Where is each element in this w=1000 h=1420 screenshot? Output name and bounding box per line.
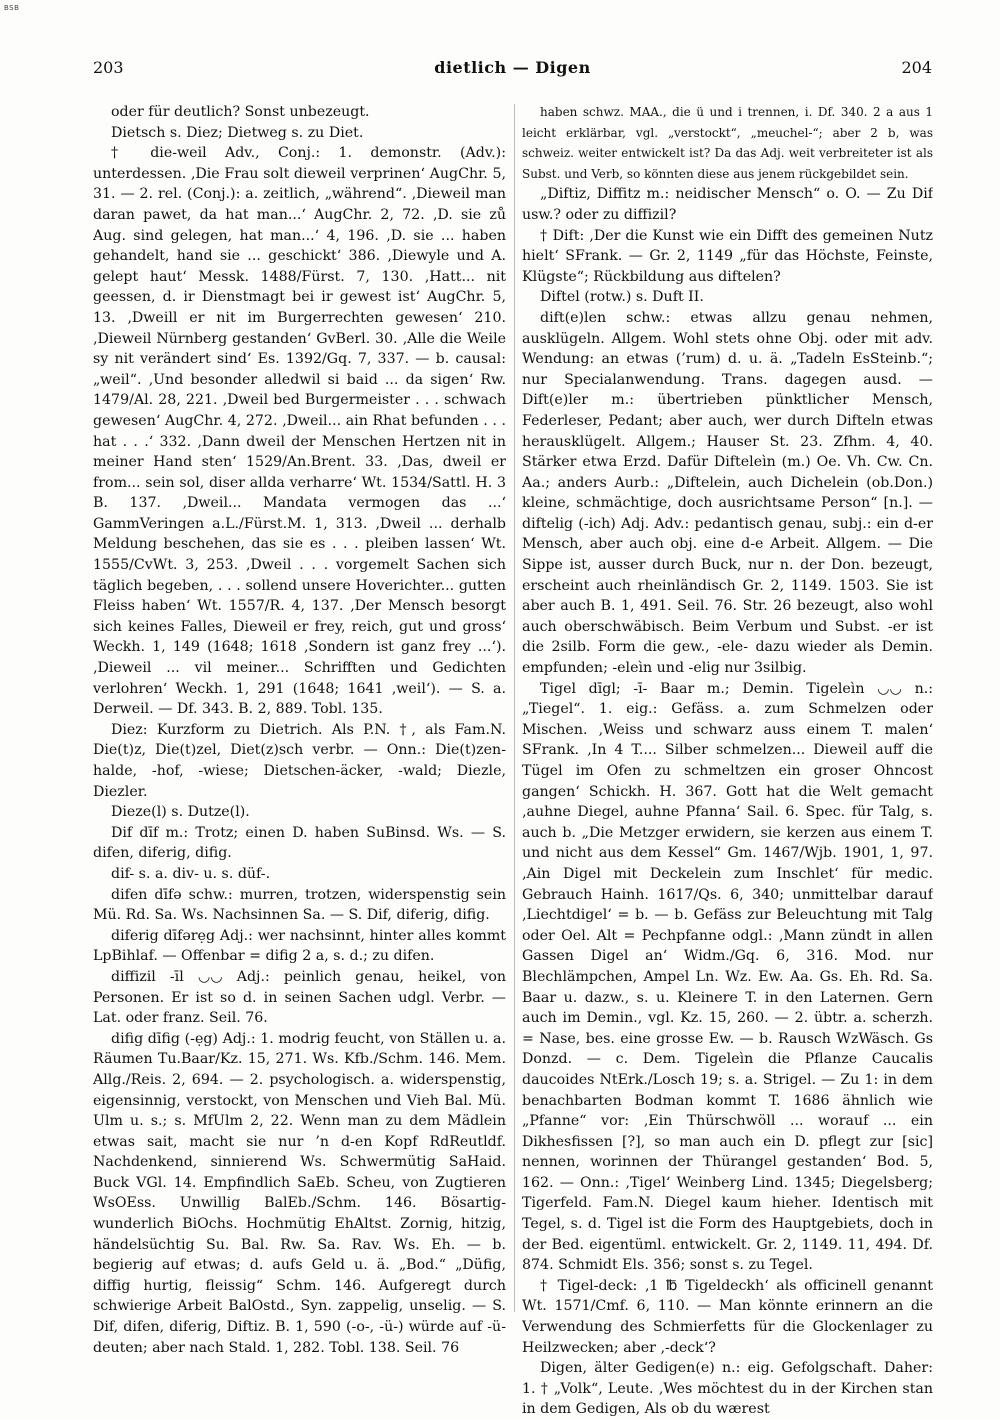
dictionary-entry: „Diftiz, Diffitz m.: neidischer Mensch“ o. O. — Zu Dif usw.? oder zu diffizil? (522, 186, 933, 223)
dictionary-entry: † Dift: ‚Der die Kunst wie ein Difft des gemeinen Nutz hielt‘ SFrank. — Gr. 2, 1149 „für das Höchste, Feinste, Klügste“; Rückbildung aus diftelen? (522, 227, 933, 285)
library-mark: BSB (4, 4, 20, 12)
dictionary-entry: † Tigel-deck: ‚1 ℔ Tigeldeckh‘ als officinell genannt Wt. 1571/Cmf. 6, 110. — Man könnte erinnern an die Verwendung des Schmierfetts für die Glockenlager zu Heilzwecken; aber ‚-deck‘? (522, 1277, 933, 1356)
dictionary-entry: Diez: Kurzform zu Dietrich. Als P.N. †, als Fam.N. Die(t)z, Die(t)zel, Diet(z)sch verbr. — Onn.: Die(t)zen-halde, -hof, -wiese; Dietschen-äcker, -wald; Diezle, Diezler. (93, 721, 506, 800)
dictionary-entry: haben schwz. MAA., die ü und i trennen, i. Df. 340. 2 a aus 1 leicht erklärbar, vgl. „verstockt“, „meuchel-“; aber 2 b, was schweiz. weiter entwickelt ist? Da das Adj. weit verbreiteter ist als Subst. und Verb, so könnten diese aus jenem rückgebildet sein. (522, 105, 933, 181)
dictionary-entry: difen dīfə schw.: murren, trotzen, widerspenstig sein Mü. Rd. Sa. Ws. Nachsinnen Sa. — S. Dif, diferig, difig. (93, 886, 506, 924)
dictionary-entry: dift(e)len schw.: etwas allzu genau nehmen, ausklügeln. Allgem. Wohl stets ohne Obj. oder mit adv. Wendung: an etwas (’rum) d. u. ä. „Tadeln EsSteinb.“; nur Specialanwendung. Trans. dagegen ausd. — Dift(e)ler m.: übertrieben pünktlicher Mensch, Federleser, Pedant; aber auch, wer durch Difteln etwas herausklügelt. Allgem.; Hauser St. 23. Zfhm. 4, 40. Stärker etwa Erzd. Dafür Difteleìn (m.) Oe. Vh. Cw. Cn. Aa.; anders Aurb.: „Diftelein, auch Dichelein (ob.Don.) kleine, schmächtige, doch ausrichtsame Person“ [n.]. — diftelig (-ich) Adj. Adv.: pedantisch genau, subj.: ein d-er Mensch, aber auch obj. eine d-e Arbeit. Allgem. — Die Sippe ist, ausser durch Buck, nur n. der Don. bezeugt, erscheint auch rheinländisch Gr. 2, 1149. 1503. Sie ist aber auch B. 1, 491. Seil. 76. Str. 26 bezeugt, also wohl auch oberschwäbisch. Beim Verbum und Subst. -er ist die 2silb. Form die gew., -ele- dazu wieder als Demin. empfunden; -eleìn und -elig nur 3silbig. (522, 309, 933, 677)
dictionary-entry: Dif dīf m.: Trotz; einen D. haben SuBinsd. Ws. — S. difen, diferig, difig. (93, 824, 506, 862)
dictionary-entry: Diftel (rotw.) s. Duft II. (540, 289, 704, 306)
dictionary-entry: oder für deutlich? Sonst unbezeugt. (111, 104, 370, 120)
dictionary-entry: † die-weil Adv., Conj.: 1. demonstr. (Adv.): unterdessen. ‚Die Frau solt dieweil verprinen‘ AugChr. 5, 31. — 2. rel. (Conj.): a. zeitlich, „während“. ‚Dieweil man daran pawet, da hat man...‘ AugChr. 2, 72. ‚D. sie zů Aug. sind gelegen, hat man...‘ 4, 196. ‚D. sie ... haben gehandelt, hand sie ... geschickt‘ 386. ‚Diewyle und A. gelept haut‘ Messk. 1488/Fürst. 7, 130. ‚Hatt... nit geessen, d. ir Dienstmagt bei ir gewest ist‘ AugChr. 5, 13. ‚Dweill er nit im Burgerrechten gewesen‘ 210. ‚Dieweil Nürnberg gestanden‘ GvBerl. 30. ‚Alle die Weile sy nit verändert sind‘ Es. 1392/Gq. 7, 337. — b. causal: „weil“. ‚Und besonder alledwil si baid ... da sigen‘ Rw. 1479/Al. 28, 221. ‚Dweil bed Burgermeister . . . schwach gewesen‘ AugChr. 4, 272. ‚Dweil... ain Rhat befunden . . . hat . . .‘ 332. ‚Dann dweil der Menschen Hertzen nit in meiner Hand sten‘ 1529/An.Brent. 33. ‚Das, dweil er from... sein sol, diser allda verharre‘ Wt. 1534/Sattl. H. 3 B. 137. ‚Dweil... Mandata vermogen das ...‘ GammVeringen a.L./Fürst.M. 1, 313. ‚Dweil ... derhalb Meldung beschehen, das sie es . . . pleiben lassen‘ Wt. 1555/CvWt. 3, 253. ‚Dweil . . . vorgemelt Sachen sich täglich begeben, . . . sollend unsere Hoverichter... gutten Fleiss haben‘ Wt. 1557/R. 4, 137. ‚Der Mensch besorgt sich keines Falles, Dieweil er frey, reich, gut und gross‘ Weckh. 1, 149 (1648; 1618 ‚Sondern ist ganz frey ...‘). ‚Dieweil ... vil meiner... Schrifften und Gedichten verlohren‘ Weckh. 1, 291 (1648; 1641 ‚weil‘). — S. a. Derweil. — Df. 343. B. 2, 889. Tobl. 135. (93, 145, 506, 718)
dictionary-entry: Dieze(l) s. Dutze(l). (111, 804, 250, 821)
dictionary-entry: Dietsch s. Diez; Dietweg s. zu Diet. (111, 124, 364, 141)
dictionary-entry: Digen, älter Gedigen(e) n.: eig. Gefolgschaft. Daher: 1. † „Volk“, Leute. ‚Wes möchtest du in der Kirchen stan in dem Gedigen, Als ob du wærest (522, 1360, 933, 1418)
running-title: dietlich — Digen (434, 58, 591, 77)
page-number-left: 203 (93, 58, 124, 77)
left-column (93, 102, 506, 1358)
right-column (522, 102, 933, 1420)
running-header (93, 58, 932, 82)
dictionary-entry: diferig dīfərẹg Adj.: wer nachsinnt, hinter alles kommt LpBihlaf. — Offenbar = difig 2 a, s. d.; zu difen. (93, 927, 506, 965)
page-number-right: 204 (901, 58, 932, 77)
column-divider (514, 104, 515, 1312)
dictionary-entry: diffizil -īl ◡◡ Adj.: peinlich genau, heikel, von Personen. Er ist so d. in seinen Sachen udgl. Verbr. — Lat. oder franz. Seil. 76. (93, 968, 506, 1027)
dictionary-entry: dif- s. a. div- u. s. düf-. (111, 865, 271, 882)
dictionary-entry: Tigel dīgl; -ī- Baar m.; Demin. Tigeleìn ◡◡ n.: „Tiegel“. 1. eig.: Gefäss. a. zum Schmelzen oder Mischen. ‚Weiss und schwarz auss einem T. malen‘ SFrank. ‚In 4 T.... Silber schmelzen... Dieweil auff die Tügel im Ofen zu schmeltzen ein groser Ohncost gangen‘ Schickh. H. 367. Gott hat die Welt gemacht ‚auhne Diegel, auhne Pfanna‘ Sail. 6. Spec. für Talg, s. auch b. „Die Metzger erwidern, sie kerzen aus einem T. und nicht aus dem Kessel“ Gm. 1467/Wjb. 1901, 1, 97. ‚Ain Digel mit Deckelein zum Inschlet‘ für medic. Gebrauch Hainh. 1617/Qs. 6, 340; unmittelbar darauf ‚Liechtdigel‘ = b. — b. Gefäss zur Beleuchtung mit Talg oder Oel. Alt = Pechpfanne odgl.: ‚Mann zündt in allen Gassen Digel an‘ Widm./Gq. 6, 316. Mod. nur Blechlämpchen, Ampel Ln. Wz. Ew. Aa. Gs. Eh. Rd. Sa. Baar u. dazw., s. u. Kleinere T. in den Laternen. Gern auch im Demin., vgl. Kz. 15, 260. — 2. übtr. a. scherzh. = Nase, bes. eine grosse Ew. — b. Rausch WzWäsch. Gs Donzd. — c. Dem. Tigeleìn die Pflanze Caucalis daucoides NtErk./Losch 19; s. a. Strigel. — Zu 1: in dem benachbarten Bodman kommt T. 1686 ähnlich wie „Pfanne“ vor: ‚Ein Thürschwöll ... worauf ... ein Dikhesfissen [?], so man auch ein D. pflegt zur [sic] nennen, worinnen der Thürangel gestanden‘ Bod. 5, 162. — Onn.: ‚Tigel‘ Weinberg Lind. 1345; Diegelsberg; Tigerfeld. Fam.N. Diegel kaum hieher. Identisch mit Tegel, s. d. Tigel ist die Form des Hauptgebiets, doch in der Bed. eigentüml. entwickelt. Gr. 2, 1149. 11, 494. Df. 874. Schmidt Els. 356; sonst s. zu Tegel. (522, 680, 933, 1274)
dictionary-entry: difig dīfig (-ẹg) Adj.: 1. modrig feucht, von Ställen u. a. Räumen Tu.Baar/Kz. 15, 271. Ws. Kfb./Schm. 146. Mem. Allg./Reis. 2, 694. — 2. psychologisch. a. widerspenstig, eigensinnig, verstockt, von Menschen und Vieh Bal. Mü. Ulm u. s.; s. MfUlm 2, 22. Wenn man zu dem Mädlein etwas sait, macht sie nur ’n d-en Kopf RdReutldf. Nachdenkend, sinnierend Ws. Schwermütig SaHaid. Buck VGl. 14. Empfindlich SaEb. Scheu, von Zugtieren WsOEss. Unwillig BalEb./Schm. 146. Bösartig-wunderlich BiOchs. Hochmütig EhAltst. Zornig, hitzig, händelsüchtig Su. Bal. Rw. Sa. Rav. Ws. Eh. — b. begierig auf etwas; d. aufs Geld u. ä. „Bod.“ „Düfig, diffig hurtig, fleissig“ Schm. 146. Aufgeregt durch schwierige Arbeit BalOstd., Syn. zappelig, unselig. — S. Dif, difen, diferig, Diftiz. B. 1, 590 (-o-, -ü-) würde auf -ü- deuten; aber nach Stald. 1, 282. Tobl. 138. Seil. 76 (93, 1030, 506, 1356)
